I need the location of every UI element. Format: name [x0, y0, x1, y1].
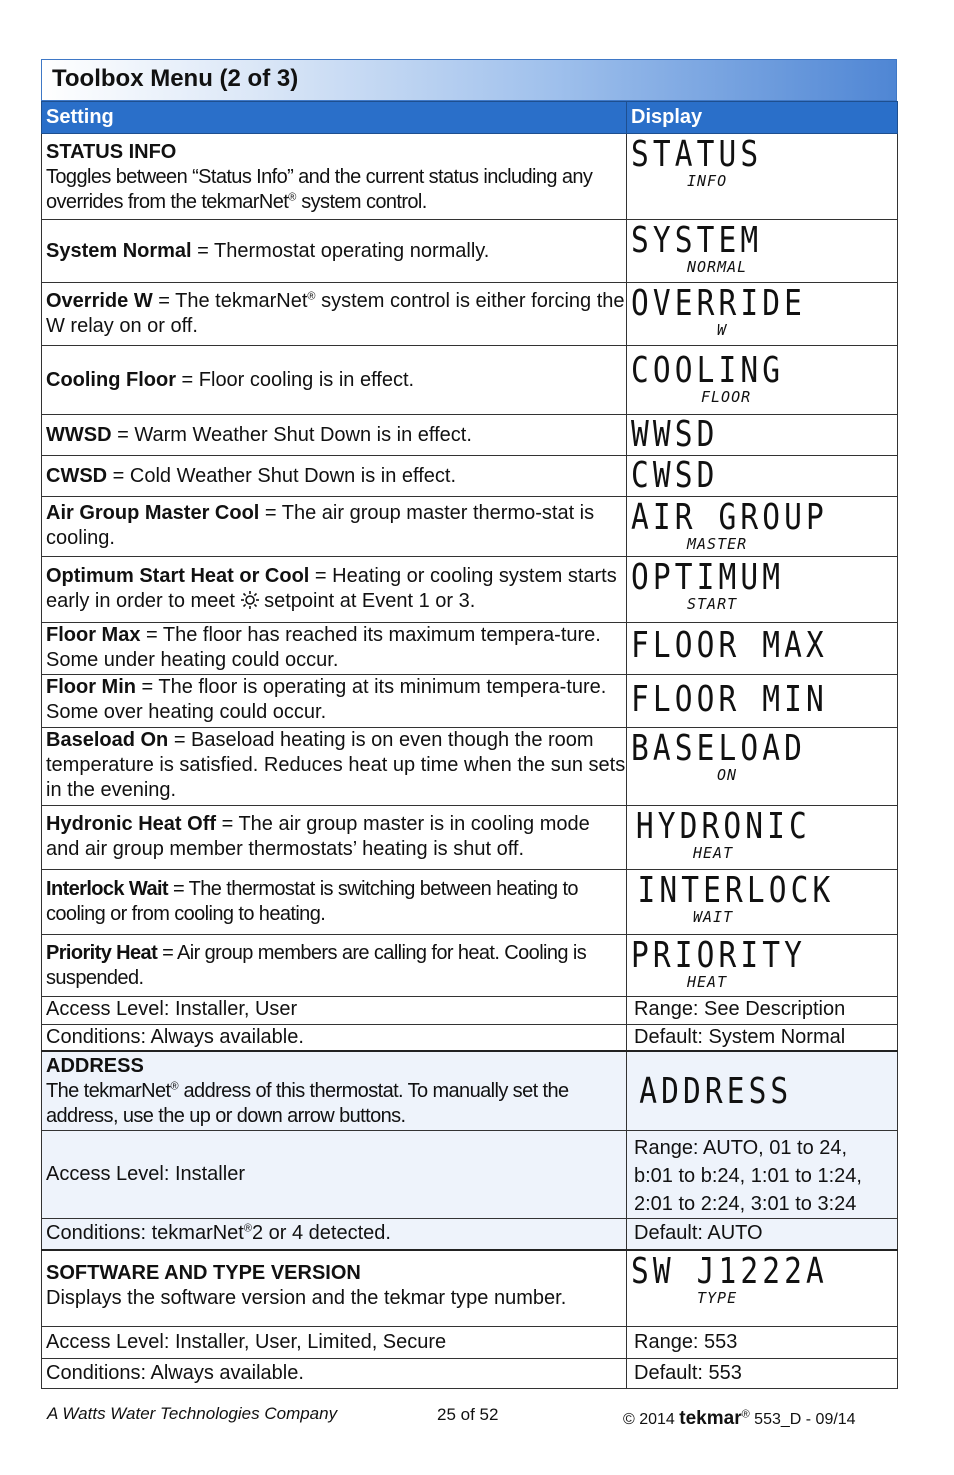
display-cell — [627, 220, 898, 283]
lcd-sub-text: WAIT — [693, 908, 734, 926]
lcd-display — [631, 134, 897, 189]
settings-table — [41, 101, 898, 1389]
status-desc: = The thermostat is switching between heating to cooling or from cooling to heating. — [46, 878, 578, 925]
lcd-main-text: ADDRESS — [639, 1070, 793, 1112]
status-term: Priority Heat — [46, 941, 158, 964]
display-cell — [627, 497, 898, 557]
registered-mark: ® — [307, 290, 316, 303]
software-row — [42, 1250, 898, 1326]
status-info-desc: Toggles between “Status Info” and the current status including any overrides from the tekmarNet — [46, 166, 593, 213]
address-desc-end: address of this thermostat. To manually set the address, use the up or down arrow buttons. — [46, 1080, 569, 1127]
setting-cell — [42, 497, 627, 557]
status-info-row — [42, 134, 898, 220]
software-title: SOFTWARE AND TYPE VERSION — [46, 1262, 361, 1284]
status-desc: = Air group members are calling for heat. Cooling is suspended. — [46, 941, 587, 989]
status-row-system-normal — [42, 220, 898, 283]
footer-doc-info — [623, 1408, 856, 1430]
registered-mark: ® — [741, 1408, 750, 1421]
status-term: Cooling Floor — [46, 368, 176, 391]
setting-cell — [42, 220, 627, 283]
setting-cell — [42, 623, 627, 675]
range-line: Range: AUTO, 01 to 24, — [634, 1136, 848, 1159]
display-cell — [627, 675, 898, 728]
address-setting — [42, 1051, 627, 1130]
setting-cell — [42, 346, 627, 415]
access-level: Access Level: Installer, User, Limited, Secure — [42, 1326, 627, 1358]
page-title: Toolbox Menu (2 of 3) — [41, 59, 897, 101]
setting-cell — [42, 935, 627, 997]
setting-cell — [42, 675, 627, 728]
registered-mark: ® — [170, 1080, 179, 1093]
sun-icon — [241, 591, 259, 609]
setting-cell — [42, 870, 627, 935]
conditions-text: Conditions: tekmarNet — [46, 1222, 244, 1245]
status-term: WWSD — [46, 423, 112, 446]
status-term: Floor Min — [46, 676, 136, 698]
status-desc: = Warm Weather Shut Down is in effect. — [111, 423, 472, 446]
conditions: Conditions: Always available. — [42, 1025, 627, 1052]
setting-cell — [42, 806, 627, 870]
status-desc: = Cold Weather Shut Down is in effect. — [107, 464, 456, 487]
lcd-sub-text: START — [687, 595, 738, 613]
status-desc: = The floor is operating at its minimum tempera-ture. Some over heating could occur. — [46, 676, 607, 723]
table-header-row — [42, 102, 898, 134]
status-desc-end: setpoint at Event 1 or 3. — [258, 590, 476, 612]
status-conditions-row — [42, 1025, 898, 1052]
address-row — [42, 1051, 898, 1130]
software-setting — [42, 1250, 627, 1326]
display-header: Display — [627, 102, 898, 134]
conditions — [42, 1218, 627, 1250]
default: Default: System Normal — [627, 1025, 898, 1052]
status-row-floor-min — [42, 675, 898, 728]
lcd-main-text: SYSTEM — [631, 220, 763, 261]
status-desc: = The floor has reached its maximum tempera-ture. Some under heating could occur. — [46, 624, 601, 671]
status-term: Hydronic Heat Off — [46, 813, 217, 835]
display-cell — [627, 870, 898, 935]
access-level: Access Level: Installer — [42, 1130, 627, 1218]
display-cell — [627, 346, 898, 415]
software-conditions-row — [42, 1358, 898, 1388]
software-desc: Displays the software version and the tekmar type number. — [46, 1287, 567, 1309]
status-row-baseload-on — [42, 728, 898, 806]
setting-header: Setting — [42, 102, 627, 134]
lcd-main-text: INTERLOCK — [637, 870, 835, 911]
address-access-row — [42, 1130, 898, 1218]
address-display — [627, 1051, 898, 1130]
lcd-main-text: OPTIMUM — [631, 557, 785, 598]
display-cell — [627, 456, 898, 497]
range-line: b:01 to b:24, 1:01 to 1:24, — [634, 1164, 862, 1187]
lcd-main-text: AIR GROUP — [631, 497, 828, 538]
status-term: Override W — [46, 290, 153, 312]
status-desc: = The air group master thermo-stat is cooling. — [46, 502, 595, 549]
setting-cell — [42, 456, 627, 497]
status-term: Air Group Master Cool — [46, 502, 260, 524]
status-row-cooling-floor — [42, 346, 898, 415]
display-cell — [627, 935, 898, 997]
display-cell — [627, 806, 898, 870]
lcd-sub-text: ON — [717, 766, 738, 784]
copyright: © 2014 — [623, 1411, 675, 1428]
display-cell — [627, 623, 898, 675]
lcd-sub-text: INFO — [687, 172, 728, 190]
lcd-sub-text: HEAT — [687, 973, 728, 991]
setting-cell — [42, 557, 627, 623]
status-row-override-w — [42, 283, 898, 346]
display-cell — [627, 557, 898, 623]
status-row-interlock-wait — [42, 870, 898, 935]
status-info-desc-end: system control. — [296, 191, 427, 213]
display-cell — [627, 415, 898, 456]
registered-mark: ® — [243, 1222, 252, 1235]
range: Range: 553 — [627, 1326, 898, 1358]
setting-cell — [42, 283, 627, 346]
status-desc: = Thermostat operating normally. — [191, 239, 490, 262]
lcd-main-text: BASELOAD — [631, 728, 806, 769]
status-access-row — [42, 997, 898, 1025]
status-desc: = Heating or cooling system starts early in order to meet — [46, 565, 617, 612]
range — [627, 1130, 898, 1218]
lcd-sub-text: NORMAL — [687, 258, 748, 276]
status-row-optimum-start — [42, 557, 898, 623]
setting-cell — [42, 415, 627, 456]
status-desc-end: system control is either forcing the W relay on or off. — [46, 290, 625, 337]
software-display — [627, 1250, 898, 1326]
default: Default: AUTO — [627, 1218, 898, 1250]
status-row-wwsd — [42, 415, 898, 456]
conditions: Conditions: Always available. — [42, 1358, 627, 1388]
page-number: 25 of 52 — [437, 1405, 499, 1424]
range-line: 2:01 to 2:24, 3:01 to 3:24 — [634, 1192, 857, 1215]
lcd-sub-text: TYPE — [697, 1289, 738, 1307]
status-term: Optimum Start Heat or Cool — [46, 565, 310, 587]
address-title: ADDRESS — [46, 1055, 144, 1077]
status-row-cwsd — [42, 456, 898, 497]
status-row-priority-heat — [42, 935, 898, 997]
address-conditions-row — [42, 1218, 898, 1250]
lcd-main-text: WWSD — [631, 414, 719, 455]
status-row-floor-max — [42, 623, 898, 675]
lcd-main-text: COOLING — [631, 350, 785, 391]
status-desc: = The tekmarNet — [152, 290, 308, 312]
status-term: CWSD — [46, 464, 108, 487]
status-row-hydronic-heat-off — [42, 806, 898, 870]
status-term: Floor Max — [46, 624, 141, 646]
lcd-main-text: CWSD — [631, 455, 719, 496]
lcd-main-text: FLOOR MIN — [631, 679, 828, 720]
status-desc: = The air group master is in cooling mode and air group member thermostats’ heating is shut off. — [46, 813, 590, 860]
toolbox-menu-page — [41, 59, 897, 1389]
address-desc: The tekmarNet — [46, 1080, 171, 1102]
status-row-air-group-master — [42, 497, 898, 557]
status-info-title: STATUS INFO — [46, 141, 177, 163]
software-access-row — [42, 1326, 898, 1358]
default: Default: 553 — [627, 1358, 898, 1388]
lcd-sub-text: FLOOR — [701, 388, 752, 406]
lcd-main-text: STATUS — [631, 134, 763, 175]
status-desc: = Baseload heating is on even though the room temperature is satisfied. Reduces heat up time when the sun sets in the evening. — [46, 729, 626, 801]
document-code: 553_D - 09/14 — [754, 1411, 856, 1428]
lcd-main-text: FLOOR MAX — [631, 625, 828, 666]
lcd-sub-text: W — [717, 321, 728, 339]
lcd-sub-text: MASTER — [687, 535, 748, 553]
status-term: Baseload On — [46, 729, 169, 751]
status-info-display — [627, 134, 898, 220]
status-info-setting — [42, 134, 627, 220]
registered-mark: ® — [288, 191, 297, 204]
status-desc: = Floor cooling is in effect. — [175, 368, 415, 391]
access-level: Access Level: Installer, User — [42, 997, 627, 1025]
lcd-main-text: HYDRONIC — [635, 806, 811, 847]
footer-company: A Watts Water Technologies Company — [47, 1404, 338, 1423]
lcd-main-text: SW J1222A — [631, 1251, 828, 1292]
display-cell — [627, 728, 898, 806]
conditions-text-end: 2 or 4 detected. — [251, 1222, 391, 1245]
lcd-main-text: OVERRIDE — [631, 283, 806, 324]
tekmar-logo: tekmar — [679, 1408, 742, 1429]
status-term: Interlock Wait — [46, 878, 168, 900]
display-cell — [627, 283, 898, 346]
range: Range: See Description — [627, 997, 898, 1025]
lcd-main-text: PRIORITY — [631, 935, 806, 976]
setting-cell — [42, 728, 627, 806]
lcd-sub-text: HEAT — [693, 844, 734, 862]
status-term: System Normal — [46, 239, 192, 262]
